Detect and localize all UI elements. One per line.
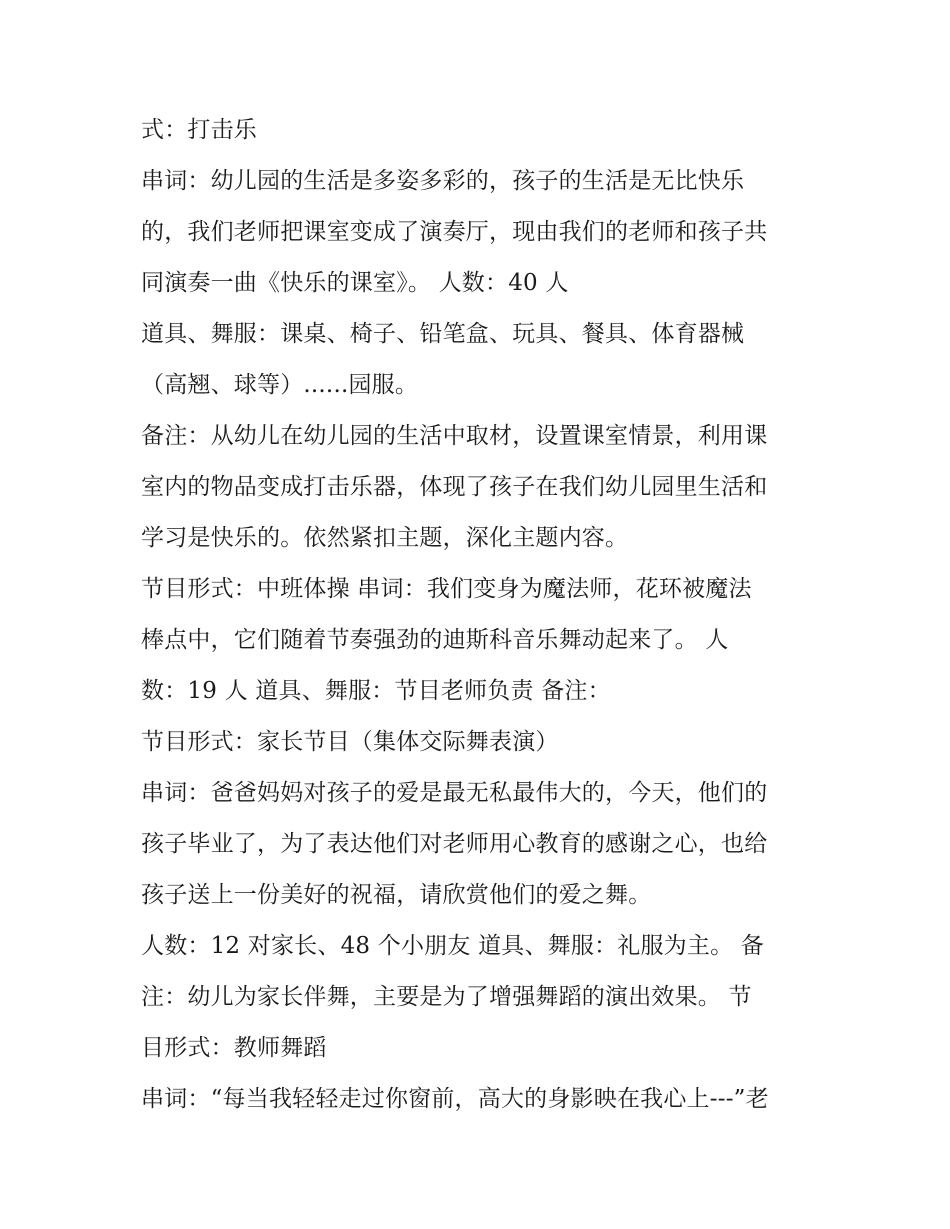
text-line: 的，我们老师把课室变成了演奏厅，现由我们的老师和孩子共 (141, 219, 768, 245)
text-line: 学习是快乐的。依然紧扣主题，深化主题内容。 (141, 525, 629, 551)
text-line: 注：幼儿为家长伴舞，主要是为了增强舞蹈的演出效果。 节 (141, 984, 752, 1010)
text-line: 串词：“每当我轻轻走过你窗前，高大的身影映在我心上---”老 (141, 1086, 769, 1112)
text-line: （高翘、球等）......园服。 (141, 372, 419, 398)
text-line: 棒点中，它们随着节奏强劲的迪斯科音乐舞动起来了。 人 (141, 627, 729, 653)
text-line: 目形式：教师舞蹈 (141, 1035, 327, 1061)
text-line: 人数：12 对家长、48 个小朋友 道具、舞服：礼服为主。 备 (141, 933, 764, 959)
text-line: 道具、舞服：课桌、椅子、铅笔盒、玩具、餐具、体育器械 (141, 321, 745, 347)
text-line: 同演奏一曲《快乐的课室》。 人数：40 人 (141, 270, 569, 296)
text-line: 孩子送上一份美好的祝福，请欣赏他们的爱之舞。 (141, 882, 652, 908)
text-line: 串词：幼儿园的生活是多姿多彩的，孩子的生活是无比快乐 (141, 168, 745, 194)
text-line: 数：19 人 道具、舞服：节目老师负责 备注： (141, 678, 611, 704)
text-line: 孩子毕业了，为了表达他们对老师用心教育的感谢之心，也给 (141, 831, 768, 857)
text-line: 式：打击乐 (141, 117, 257, 143)
text-line: 节目形式：中班体操 串词：我们变身为魔法师，花环被魔法 (141, 576, 752, 602)
text-line: 室内的物品变成打击乐器，体现了孩子在我们幼儿园里生活和 (141, 474, 768, 500)
text-line: 节目形式：家长节目（集体交际舞表演） (141, 729, 559, 755)
text-line: 备注：从幼儿在幼儿园的生活中取材，设置课室情景，利用课 (141, 423, 768, 449)
text-line: 串词：爸爸妈妈对孩子的爱是最无私最伟大的，今天，他们的 (141, 780, 768, 806)
